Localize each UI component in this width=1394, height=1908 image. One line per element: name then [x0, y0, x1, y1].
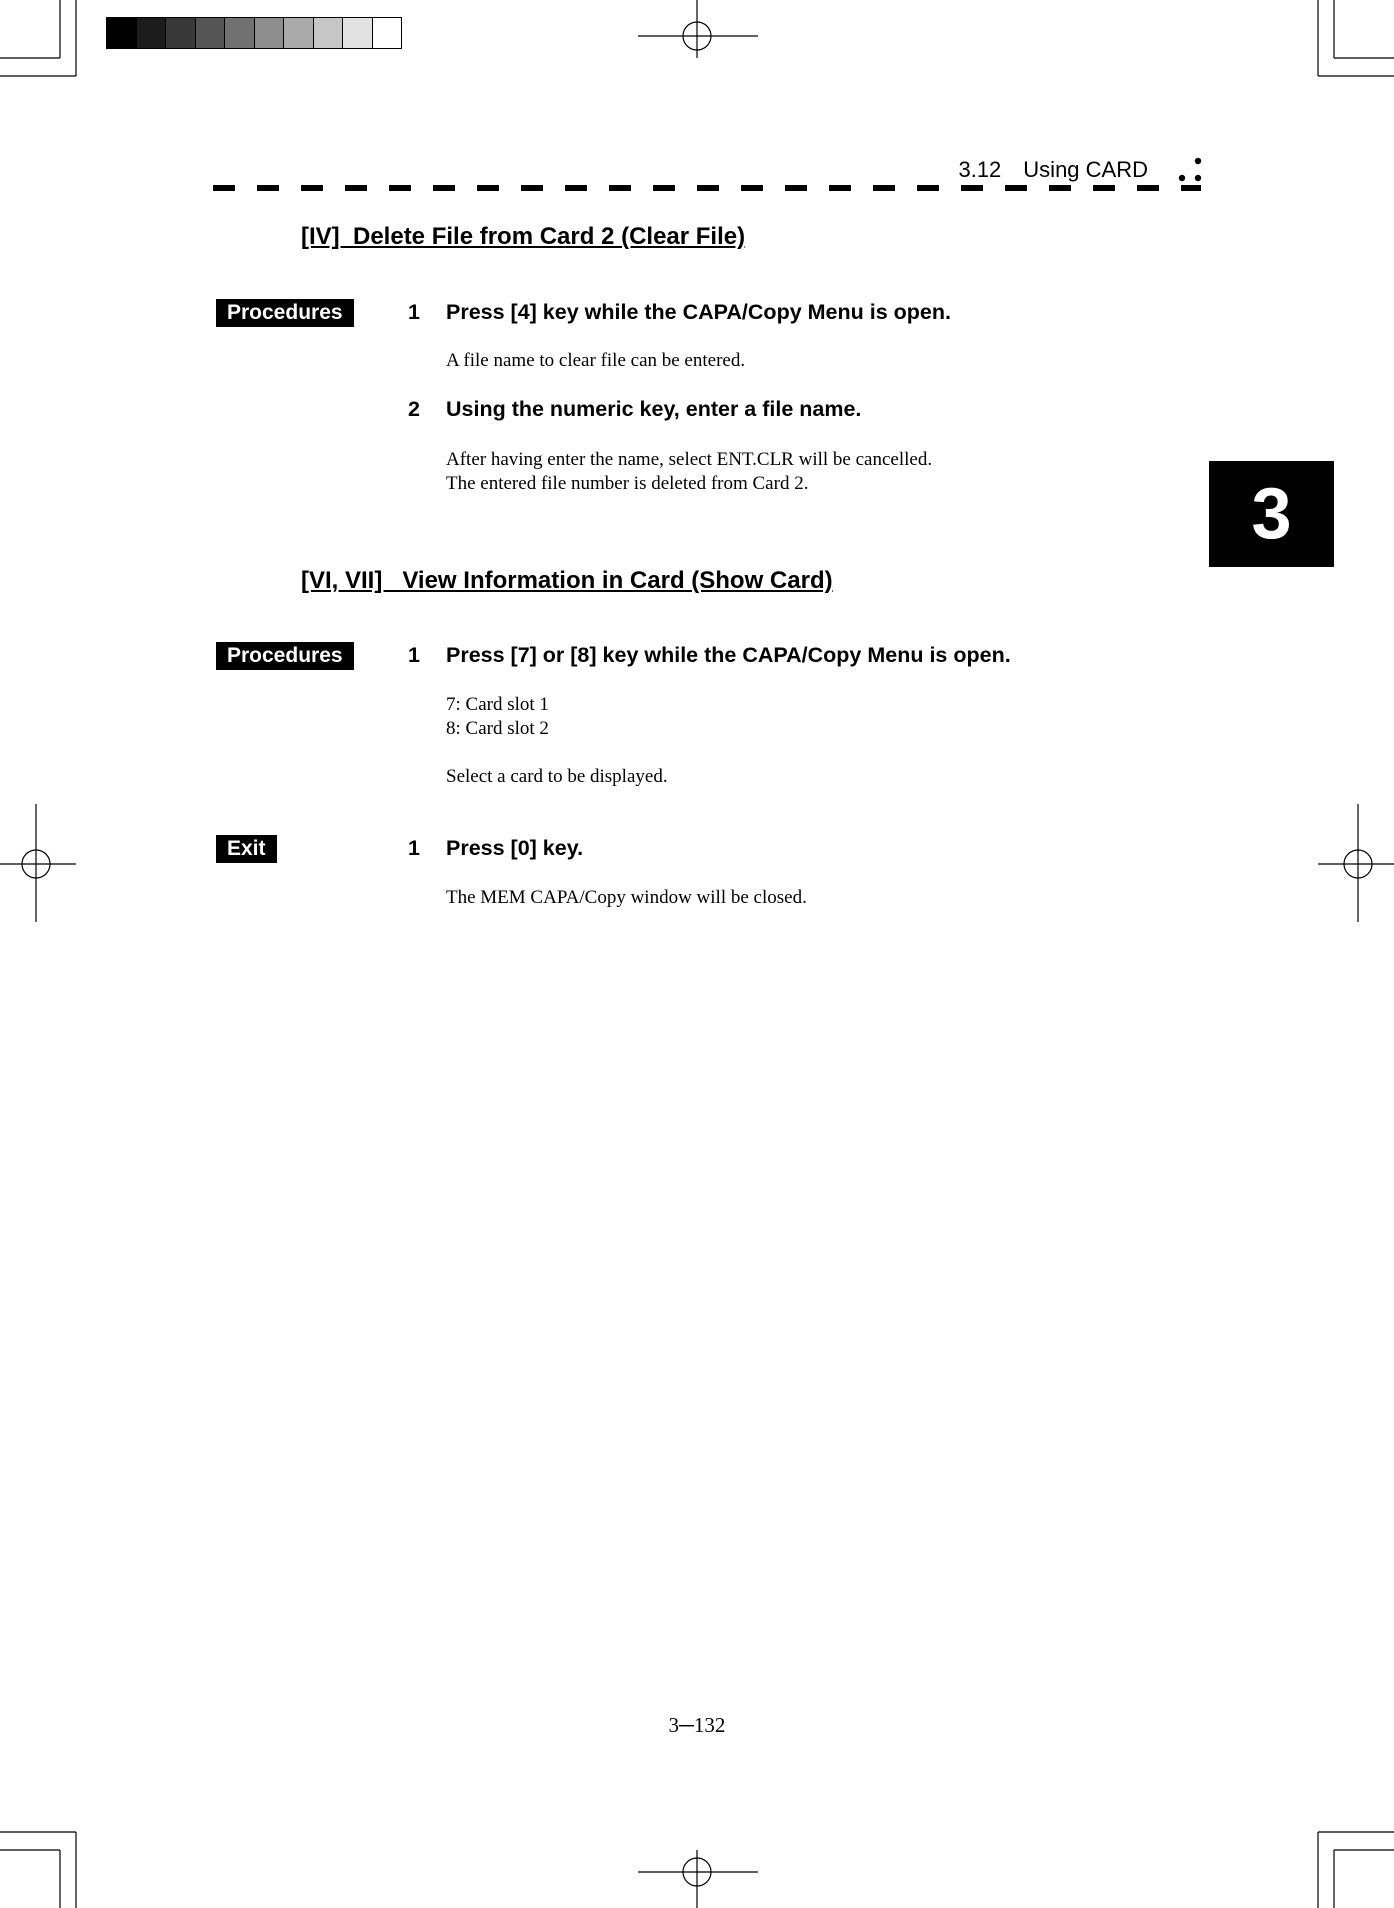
page-number: 3─132: [668, 1713, 726, 1737]
gray-scale-swatch: [195, 18, 225, 48]
step-1-heading: [408, 643, 1011, 668]
step-number: 2: [408, 397, 420, 421]
section-title-show-card: [VI, VII] View Information in Card (Show Card): [301, 567, 833, 594]
gray-scale-swatch: [224, 18, 254, 48]
gray-scale-swatch: [165, 18, 195, 48]
step-1-heading: [408, 300, 951, 325]
step-text: Press [7] or [8] key while the CAPA/Copy Menu is open.: [446, 643, 1011, 667]
procedures-label: Procedures: [216, 642, 354, 670]
gray-scale-swatch: [372, 18, 402, 48]
header-section-title: Using CARD: [1023, 157, 1148, 182]
gray-scale-swatch: [136, 18, 166, 48]
gray-scale-swatch: [254, 18, 284, 48]
step-number: 1: [408, 300, 420, 324]
step-note: 7: Card slot 1: [446, 694, 549, 715]
exit-step-heading: [408, 836, 583, 861]
step-text: Press [0] key.: [446, 836, 584, 860]
gray-scale-swatch: [342, 18, 372, 48]
step-note: Select a card to be displayed.: [446, 766, 668, 787]
gray-scale-swatch: [283, 18, 313, 48]
header-dots-decoration: [1176, 156, 1206, 186]
procedures-label: Procedures: [216, 299, 354, 327]
running-header: [958, 157, 1148, 183]
chapter-tab: 3: [1209, 461, 1334, 567]
gray-scale-swatch: [107, 18, 136, 48]
step-number: 1: [408, 836, 420, 860]
step-number: 1: [408, 643, 420, 667]
gray-scale-swatch: [313, 18, 343, 48]
gray-scale-strip: [106, 17, 402, 49]
step-note: The entered file number is deleted from Card 2.: [446, 473, 809, 494]
exit-label: Exit: [216, 835, 277, 863]
section-title-clear-file: [IV] Delete File from Card 2 (Clear File): [301, 223, 746, 250]
step-text: Press [4] key while the CAPA/Copy Menu is open.: [446, 300, 951, 324]
step-text: Using the numeric key, enter a file name.: [446, 397, 862, 421]
header-section-number: 3.12: [958, 157, 1002, 182]
step-note: After having enter the name, select ENT.CLR will be cancelled.: [446, 449, 933, 470]
step-note: 8: Card slot 2: [446, 718, 549, 739]
step-note: The MEM CAPA/Copy window will be closed.: [446, 887, 807, 908]
dashed-header-rule: [213, 185, 1201, 191]
step-note: A file name to clear file can be entered.: [446, 350, 746, 371]
step-2-heading: [408, 397, 861, 422]
